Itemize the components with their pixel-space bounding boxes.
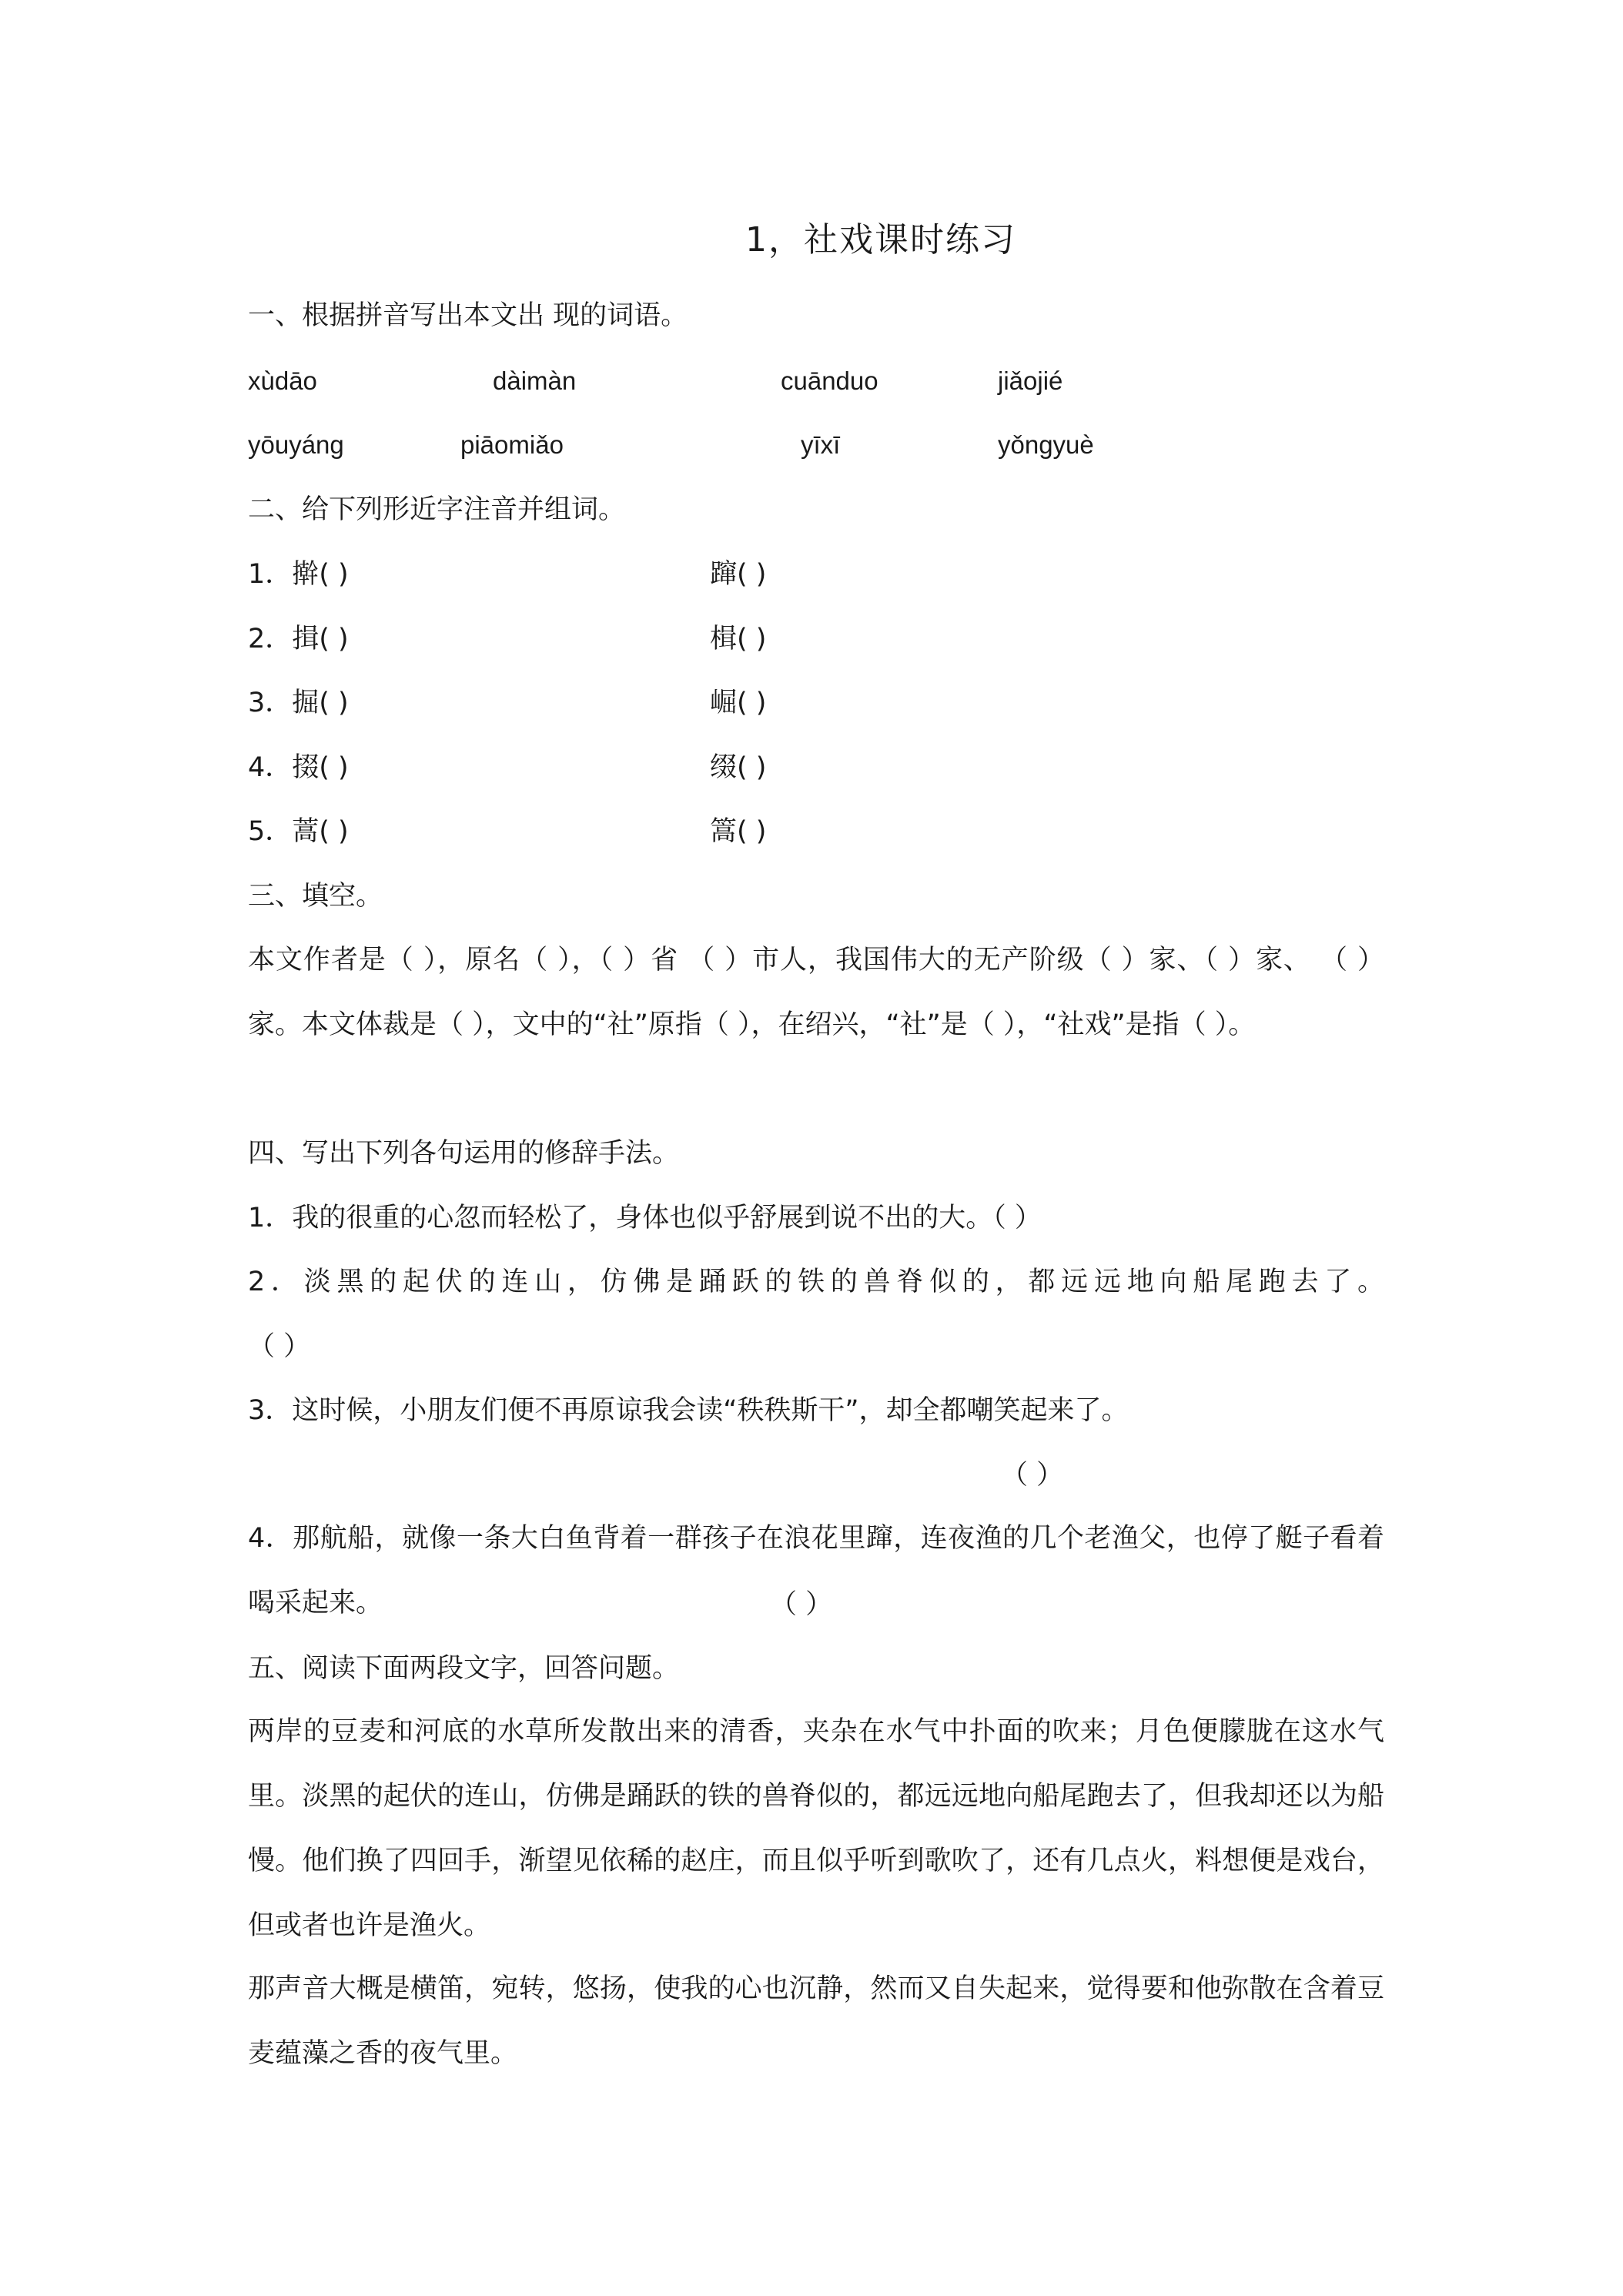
pinyin-item: piāomiǎo <box>460 430 564 459</box>
char-item-right: 缀( ) <box>710 752 767 783</box>
pinyin-item: cuānduo <box>781 366 878 395</box>
fill-in-paragraph: 本文作者是（ ），原名（ ），（ ）省 （ ）市人，我国伟大的无产阶级（ ）家、（ ）家、 （ ）家。本文体裁是（ ），文中的“社”原指（ ），在绍兴，“社”是（ ），“社戏”是指（ ）。 <box>248 945 1384 1040</box>
pinyin-item: dàimàn <box>493 366 577 395</box>
section5-heading: 五、阅读下面两段文字，回答问题。 <box>248 1653 680 1684</box>
reading-paragraph: 两岸的豆麦和河底的水草所发散出来的清香，夹杂在水气中扑面的吹来；月色便朦胧在这水气里。淡黑的起伏的连山，仿佛是踊跃的铁的兽脊似的，都远远地向船尾跑去了，但我却还以为船慢。他们换了四回手，渐望见依稀的赵庄，而且似乎听到歌吹了，还有几点火，料想便是戏台，但或者也许是渔火。 <box>248 1716 1384 1941</box>
rhetoric-question: 3．这时候，小朋友们便不再原谅我会读“秩秩斯干”，却全都嘲笑起来了。 <box>248 1395 1129 1426</box>
pinyin-item: jiǎojié <box>998 366 1063 395</box>
section2-heading: 二、给下列形近字注音并组词。 <box>248 494 626 525</box>
answer-blank: （ ） <box>248 1331 311 1362</box>
char-item-right: 篙( ) <box>710 816 767 847</box>
pinyin-item: yǒngyuè <box>998 430 1094 459</box>
rhetoric-question: 4．那航船，就像一条大白鱼背着一群孩子在浪花里蹿，连夜渔的几个老渔父，也停了艇子看着喝采起来。 <box>248 1523 1384 1618</box>
char-item-right: 蹿( ) <box>710 559 767 590</box>
rhetoric-question: 2．淡黑的起伏的连山，仿佛是踊跃的铁的兽脊似的，都远远地向船尾跑去了。 <box>248 1267 1384 1297</box>
char-item-left: 1．擀( ) <box>248 559 349 590</box>
char-item-left: 5．蒿( ) <box>248 816 349 847</box>
rhetoric-question: 1．我的很重的心忽而轻松了，身体也似乎舒展到说不出的大。（ ） <box>248 1203 1042 1233</box>
section1-heading: 一、根据拼音写出本文出 现的词语。 <box>248 300 688 331</box>
char-item-right: 崛( ) <box>710 688 767 718</box>
section4-heading: 四、写出下列各句运用的修辞手法。 <box>248 1138 680 1169</box>
char-item-right: 楫( ) <box>710 624 767 654</box>
reading-paragraph: 那声音大概是横笛，宛转，悠扬，使我的心也沉静，然而又自失起来，觉得要和他弥散在含着豆麦蕴藻之香的夜气里。 <box>248 1973 1384 2069</box>
answer-blank: （ ） <box>1001 1460 1064 1491</box>
pinyin-item: yīxī <box>801 430 841 459</box>
char-item-left: 4．掇( ) <box>248 752 349 783</box>
pinyin-item: yōuyáng <box>248 430 344 459</box>
char-item-left: 3．掘( ) <box>248 688 349 718</box>
section3-heading: 三、填空。 <box>248 881 383 912</box>
page-title: 1，社戏课时练习 <box>745 220 1016 259</box>
pinyin-item: xùdāo <box>248 366 317 395</box>
answer-blank: （ ） <box>770 1589 833 1620</box>
char-item-left: 2．揖( ) <box>248 624 349 654</box>
